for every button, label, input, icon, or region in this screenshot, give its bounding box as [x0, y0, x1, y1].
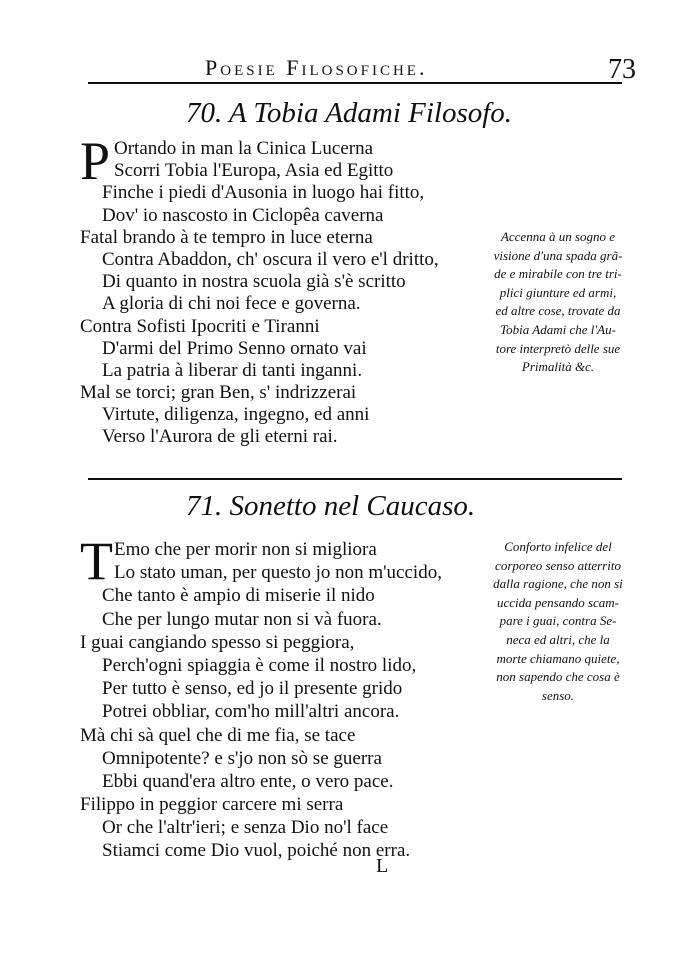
poem-title-70: 70. A Tobia Adami Filosofo. — [186, 97, 513, 129]
note-line: morte chiamano quiete, — [496, 650, 620, 666]
signature-mark: L — [376, 855, 389, 877]
verse-line: Lo stato uman, per questo jo non m'uccido, — [114, 562, 442, 584]
note-line: dalla ragione, che non si — [493, 576, 623, 592]
note-line: senso. — [541, 687, 575, 703]
running-head: Poesie Filosofiche. — [205, 55, 428, 80]
verse-line: Che per lungo mutar non si và fuora. — [102, 608, 382, 630]
verse-line: Scorri Tobia l'Europa, Asia ed Egitto — [114, 160, 394, 182]
verse-line: Mal se torci; gran Ben, s' indrizzerai — [80, 382, 357, 404]
verse-line: Dov' io nascosto in Ciclopêa caverna — [102, 204, 384, 226]
verse-line: D'armi del Primo Senno ornato vai — [102, 337, 367, 359]
poem-70-body — [80, 131, 480, 449]
poem-71-body — [80, 531, 480, 863]
note-line: Primalità &c. — [521, 359, 595, 375]
verse-line: Omnipotente? e s'jo non sò se guerra — [102, 747, 382, 769]
verse-line: La patria à liberar di tanti inganni. — [102, 359, 363, 381]
page-number: 73 — [608, 54, 636, 85]
verse-line: Contra Sofisti Ipocriti e Tiranni — [80, 315, 320, 337]
verse-line: Ebbi quand'era altro ente, o vero pace. — [102, 770, 394, 792]
note-line: non sapendo che cosa è — [496, 669, 620, 685]
verse-line: Virtute, diligenza, ingegno, ed anni — [102, 404, 370, 426]
section-divider — [88, 478, 622, 480]
note-line: Conforto infelice del — [504, 539, 612, 554]
margin-note-71 — [478, 538, 638, 705]
verse-line: Filippo in peggior carcere mi serra — [80, 794, 344, 816]
verse-line: Stiamci come Dio vuol, poiché non erra. — [102, 840, 411, 862]
verse-line: Per tutto è senso, ed jo il presente grido — [102, 678, 403, 700]
drop-cap: T — [80, 531, 113, 591]
verse-line: Finche i piedi d'Ausonia in luogo hai fitto, — [102, 182, 425, 204]
note-line: Tobia Adami che l'Au- — [500, 321, 616, 337]
verse-line: Fatal brando à te tempro in luce eterna — [80, 226, 373, 248]
note-line: corporeo senso atterrito — [495, 557, 621, 573]
verse-line: Ortando in man la Cinica Lucerna — [114, 138, 374, 159]
verse-line: I guai cangiando spesso si peggiora, — [80, 631, 355, 653]
note-line: Accenna à un sogno e — [500, 229, 616, 244]
verse-line: A gloria di chi noi fece e governa. — [102, 293, 361, 315]
verse-line: Mà chi sà quel che di me fia, se tace — [80, 724, 356, 746]
header-rule — [88, 82, 622, 84]
note-line: visione d'una spada grã- — [493, 247, 623, 263]
verse-line: Or che l'altr'ieri; e senza Dio no'l face — [102, 817, 389, 839]
poem-title-71: 71. Sonetto nel Caucaso. — [186, 490, 476, 522]
note-line: pare i guai, contra Se- — [499, 613, 617, 629]
note-line: de e mirabile con tre tri- — [494, 266, 622, 282]
verse-line: Contra Abaddon, ch' oscura il vero e'l dritto, — [102, 248, 439, 270]
note-line: neca ed altri, che la — [506, 631, 610, 647]
verse-line: Di quanto in nostra scuola già s'è scritto — [102, 271, 406, 293]
verse-line: Verso l'Aurora de gli eterni rai. — [102, 426, 338, 448]
verse-line: Perch'ogni spiaggia è come il nostro lido, — [102, 654, 417, 676]
note-line: uccida pensando scam- — [496, 594, 620, 610]
margin-note-70 — [478, 228, 638, 377]
verse-line: Potrei obbliar, com'ho mill'altri ancora. — [102, 701, 400, 723]
verse-line: Che tanto è ampio di miserie il nido — [102, 585, 375, 607]
note-line: ed altre cose, trovate da — [495, 303, 621, 319]
note-line: tore interpretò delle sue — [495, 340, 621, 356]
verse-line: Emo che per morir non si migliora — [114, 539, 377, 560]
drop-cap: P — [80, 131, 111, 191]
note-line: plici giunture ed armi, — [499, 284, 617, 300]
